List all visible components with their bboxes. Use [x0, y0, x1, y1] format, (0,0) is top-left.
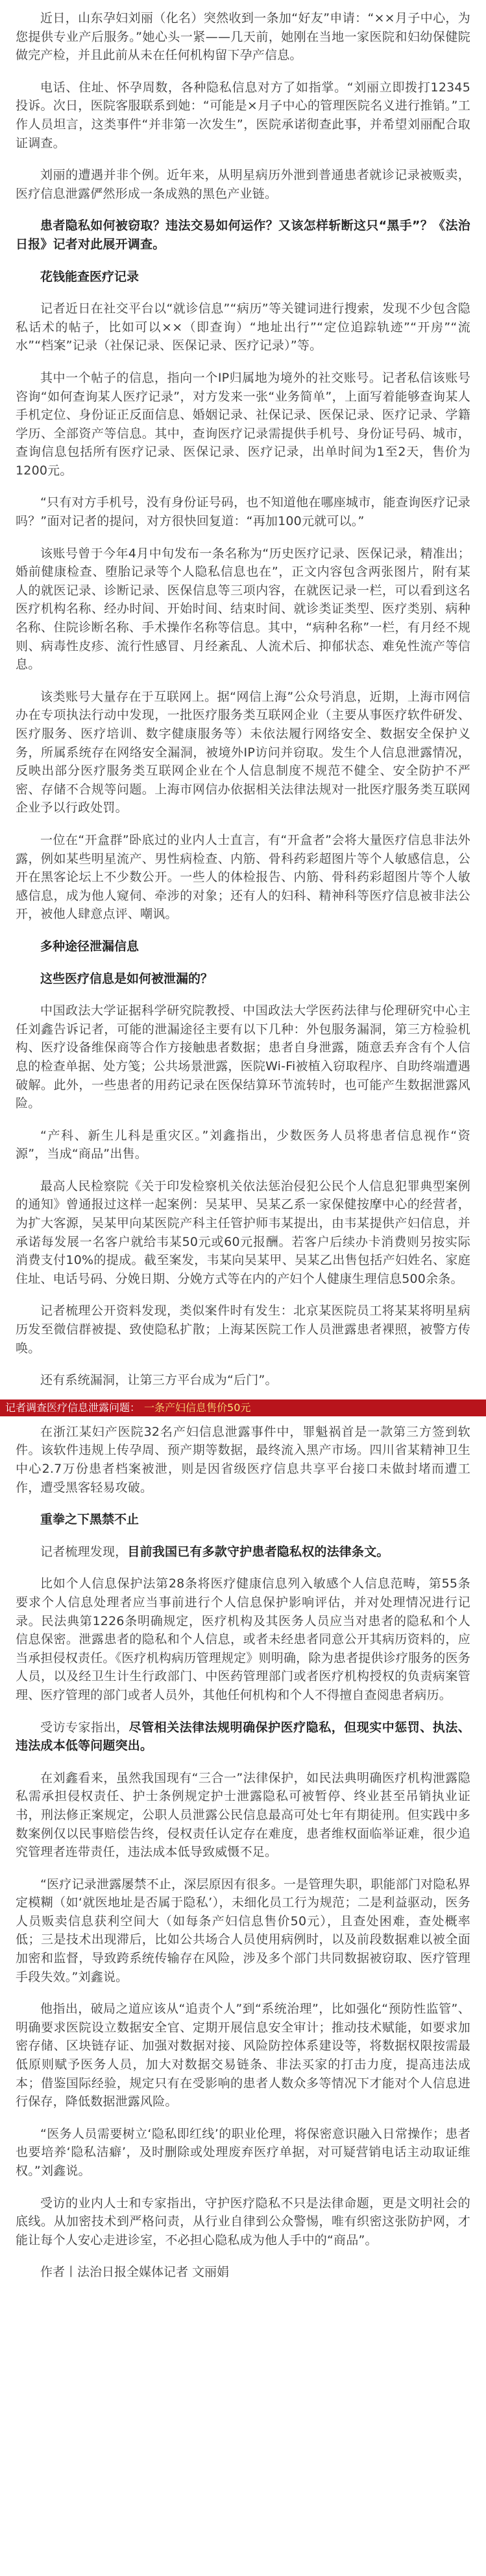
section-heading-persist: 重拳之下黑禁不止 — [40, 1512, 140, 1527]
paragraph-details: 电话、住址、怀孕周数，各种隐私信息对方了如指掌。“刘丽立即拨打12345投诉。次日，医院客服联系到她：“可能是×月子中心的管理医院名义进行推销。”工作人员坦言，这类事件“并非第一次发生”，医院承诺彻查此事，并希望刘丽配合取证调查。 — [16, 80, 470, 150]
paragraph-conclusion: 受访的业内人士和专家指出，守护医疗隐私不只是法律命题，更是文明社会的底线。从加密技术到严格问责，从行业自律到公众警惕，唯有织密这张防护网，才能让每个人安心走进诊室，不必担心隐私成为他人手中的“商品”。 — [16, 2195, 470, 2247]
headline-banner[interactable] — [0, 1399, 486, 1416]
author-line: 作者丨法治日报全媒体记者 文丽娟 — [40, 2265, 230, 2280]
paragraph-root-causes: “医疗记录泄露屡禁不止，深层原因有很多。一是管理失职，职能部门对隐私界定模糊（如‘就医地址是否属于隐私’），未细化员工行为规范；二是利益驱动，医务人员贩卖信息获利空间大（如每条产妇信息售价50元），且查处困难，查处概率低；三是技术出现滞后，比如公共场合人员使用病例时，以及前段数据难以被全面加密和监督，导致跨系统传输存在风险，涉及多个部门共同数据被窃取、医疗管理手段失效。”刘鑫说。 — [16, 1877, 470, 1984]
laws-intro-bold: 目前我国已有多款守护患者隐私权的法律条文。 — [127, 1544, 389, 1559]
banner-highlight: 一条产妇信息售价50元 — [144, 1401, 251, 1414]
experts-point-text: 受访专家指出， — [40, 1720, 129, 1735]
paragraph-ethics: “医务人员需要树立‘隐私即红线’的职业伦理，将保密意识融入日常操作；患者也要培养‘隐私洁癖’，及时删除或处理废弃医疗单据，对可疑营销电话主动取证维权。”刘鑫说。 — [16, 2126, 470, 2178]
paragraph-three-in-one: 在刘鑫看来，虽然我国现有“三合一”法律保护，如民法典明确医疗机构泄露隐私需承担侵权责任、护士条例规定护士泄露隐私可被暂停、终业甚至吊销执业证书，刑法修正案规定，公职人员泄露公民信息最高可处七年有期徒刑。但实践中多数案例仅以民事赔偿告终，侵权责任认定存在难度，患者维权面临举证难，很少追究管理者连带责任，违法成本低导致威慑不足。 — [16, 1770, 470, 1860]
paragraph-price: “只有对方手机号，没有身份证号码，也不知道他在哪座城市，能查询医疗记录吗？”面对记者的提问，对方很快回复道：“再加100元就可以。” — [16, 495, 470, 529]
section-heading-pay-to-query: 花钱能查医疗记录 — [40, 269, 140, 284]
section-heading-leak-channels: 多种途径泄漏信息 — [40, 939, 140, 954]
subheading-how-leaked: 这些医疗信息是如何被泄漏的？ — [40, 971, 213, 986]
paragraph-account: 其中一个帖子的信息，指向一个IP归属地为境外的社交账号。记者私信该账号咨询“如何查询某人医疗记录”，对方发来一张“业务简单”，上面写着能够查询某人手机定位、身份证正反面信息、婚姻记录、社保记录、医保记录、医疗记录、学籍学历、全部资产等信息。其中，查询医疗记录需提供手机号、身份证号码、城市，查询信息包括所有医疗记录、医保记录、医疗记录，出单时间为1至2天，售价为1200元。 — [16, 370, 470, 478]
banner-source: 记者调查医疗信息泄露问题： — [5, 1401, 141, 1414]
paragraph-case: 最高人民检察院《关于印发检察机关依法惩治侵犯公民个人信息犯罪典型案例的通知》曾通报过这样一起案例：吴某甲、吴某乙系一家保健按摩中心的经营者，为扩大客源，吴某甲向某医院产科主任管护师韦某提出，由韦某提供产妇信息，并承诺每发展一名客户就给韦某50元或60元报酬。若客户后续办卡消费则另按实际消费支付10%的提成。截至案发，韦某向吴某甲、吴某乙出售包括产妇姓名、家庭住址、电话号码、分娩日期、分娩方式等在内的产妇个人健康生理信息500余条。 — [16, 1178, 470, 1286]
paragraph-doxxing: 一位在“开盒群”卧底过的业内人士直言，有“开盒者”会将大量医疗信息非法外露，例如某些明星流产、男性病检查、内筋、骨科药彩超图片等个人敏感信息，公开在黑客论坛上不少数公开。一些人的体检报告、内筋、骨科药彩超图片等个人敏感信息，成为他人窥伺、牵涉的对象；还有人的妇科、精神科等医疗信息被非法公开，被他人肆意点评、嘲讽。 — [16, 832, 470, 922]
paragraph-shanghai: 该类账号大量存在于互联网上。据“网信上海”公众号消息，近期，上海市网信办在专项执法行动中发现，一批医疗服务类互联网企业（主要从事医疗软件研发、医疗服务、医疗培训、数字健康服务等）未依法履行网络安全、数据安全保护义务，所属系统存在网络安全漏洞，被境外IP访问并窃取。发生个人信息泄露情况，反映出部分医疗服务类互联网企业在个人信息制度不规范不健全、安全防护不严密、存储不合规等问题。上海市网信办依据相关法律法规对一批医疗服务类互联网企业予以行政处罚。 — [16, 689, 470, 815]
paragraph-not-isolated: 刘丽的遭遇并非个例。近年来，从明星病历外泄到普通患者就诊记录被贩卖，医疗信息泄露俨然形成一条成熟的黑色产业链。 — [16, 168, 470, 201]
paragraph-expert: 中国政法大学证据科学研究院教授、中国政法大学医药法律与伦理研究中心主任刘鑫告诉记者，可能的泄漏途径主要有以下几种：外包服务漏洞，第三方检验机构、医疗设备维保商等合作方接触患者数据；患者自身泄露，随意丢弃含有个人信息的检查单据、处方笺；公共场景泄露，医院Wi-Fi被植入窃取程序、自助终端遭遇破解。此外，一些患者的用药记录在医保结算环节流转时，也可能产生数据泄露风险。 — [16, 1003, 470, 1111]
paragraph-laws-intro — [16, 1543, 470, 1562]
paragraph-solutions: 他指出，破局之道应该从“追责个人”到“系统治理”，比如强化“预防性监管”、明确要求医院设立数据安全官、定期开展信息安全审计；推动技术赋能，如要求加密存储、区块链存证、加强对数据对接、风险防控体系建设等，将数据权限按需最低原则赋予医务人员，加大对数据交易链条、非法买家的打击力度，提高违法成本；借鉴国际经验，规定只有在受影响的患者人数众多等情况下才能对个人信息进行保存，降低数据泄露风险。 — [16, 2002, 470, 2109]
paragraph-intro: 近日，山东孕妇刘丽（化名）突然收到一条加“好友”申请：“××月子中心，为您提供专业产后服务。”她心头一紧——几天前，她刚在当地一家医院和妇幼保健院做完产检，并且此前从未在任何机构留下孕产信息。 — [16, 11, 470, 63]
paragraph-records: 该账号曾于今年4月中旬发布一条名称为“历史医疗记录、医保记录，精准出；婚前健康检查、堕胎记录等个人隐私信息也在”，正文内容包含两张图片，附有某人的就医记录、诊断记录、医保信息等三项内容，在就医记录一栏，可以看到这名医疗机构名称、经办时间、开始时间、结束时间、就诊类证类型、医疗类别、病种名称、住院诊断名称、手术操作名称等信息。其中，“病种名称”一栏，有月经不规则、病毒性皮疹、流行性感冒、月经紊乱、人流术后、抑郁状态、难免性流产等信息。 — [16, 546, 470, 672]
paragraph-laws: 比如个人信息保护法第28条将医疗健康信息列入敏感个人信息范畴，第55条要求个人信息处理者应当事前进行个人信息保护影响评估，并对处理情况进行记录。民法典第1226条明确规定，医疗机构及其医务人员应当对患者的隐私和个人信息保密。泄露患者的隐私和个人信息，或者未经患者同意公开其病历资料的，应当承担侵权责任。《医疗机构病历管理规定》则明确，除为患者提供诊疗服务的医务人员，以及经卫生计生行政部门、中医药管理部门或者医疗机构授权的负责病案管理、医疗管理的部门或者人员外，其他任何机构和个人不得擅自查阅患者病历。 — [16, 1576, 470, 1702]
experts-point-bold: 尽管相关法律法规明确保护医疗隐私，但现实中惩罚、执法、违法成本低等问题突出。 — [16, 1720, 470, 1753]
paragraph-lead-question: 患者隐私如何被窃取？违法交易如何运作？又该怎样斩断这只“黑手”？《法治日报》记者对此展开调查。 — [16, 218, 470, 252]
paragraph-search: 记者近日在社交平台以“就诊信息”“病历”等关键词进行搜索，发现不少包含隐私话术的帖子，比如可以××（即查询）“地址出行”“定位追踪轨迹”“开房”“流水”“档案”记录（社保记录、医保记录、医疗记录）”等。 — [16, 301, 470, 353]
paragraph-similar-cases: 记者梳理公开资料发现，类似案件时有发生：北京某医院员工将某某将明星病历发至微信群被提、致使隐私扩散；上海某医院工作人员泄露患者裸照，被警方传唤。 — [16, 1304, 470, 1355]
laws-intro-text: 记者梳理发现， — [40, 1544, 128, 1559]
paragraph-experts-point — [16, 1718, 470, 1755]
paragraph-obstetrics: “产科、新生儿科是重灾区。”刘鑫指出，少数医务人员将患者信息视作“资源”，当成“商品”出售。 — [16, 1128, 470, 1162]
paragraph-backdoor: 还有系统漏洞，让第三方平台成为“后门”。 — [40, 1373, 278, 1388]
paragraph-zhejiang: 在浙江某妇产医院32名产妇信息泄露事件中，罪魁祸首是一款第三方签到软件。该软件违规上传孕周、预产期等数据，最终流入黑产市场。四川省某精神卫生中心2.7万份患者档案被泄，则是因省级医疗信息共享平台接口未做封堵而遭工作，遭受黑客轻易攻破。 — [16, 1424, 470, 1495]
